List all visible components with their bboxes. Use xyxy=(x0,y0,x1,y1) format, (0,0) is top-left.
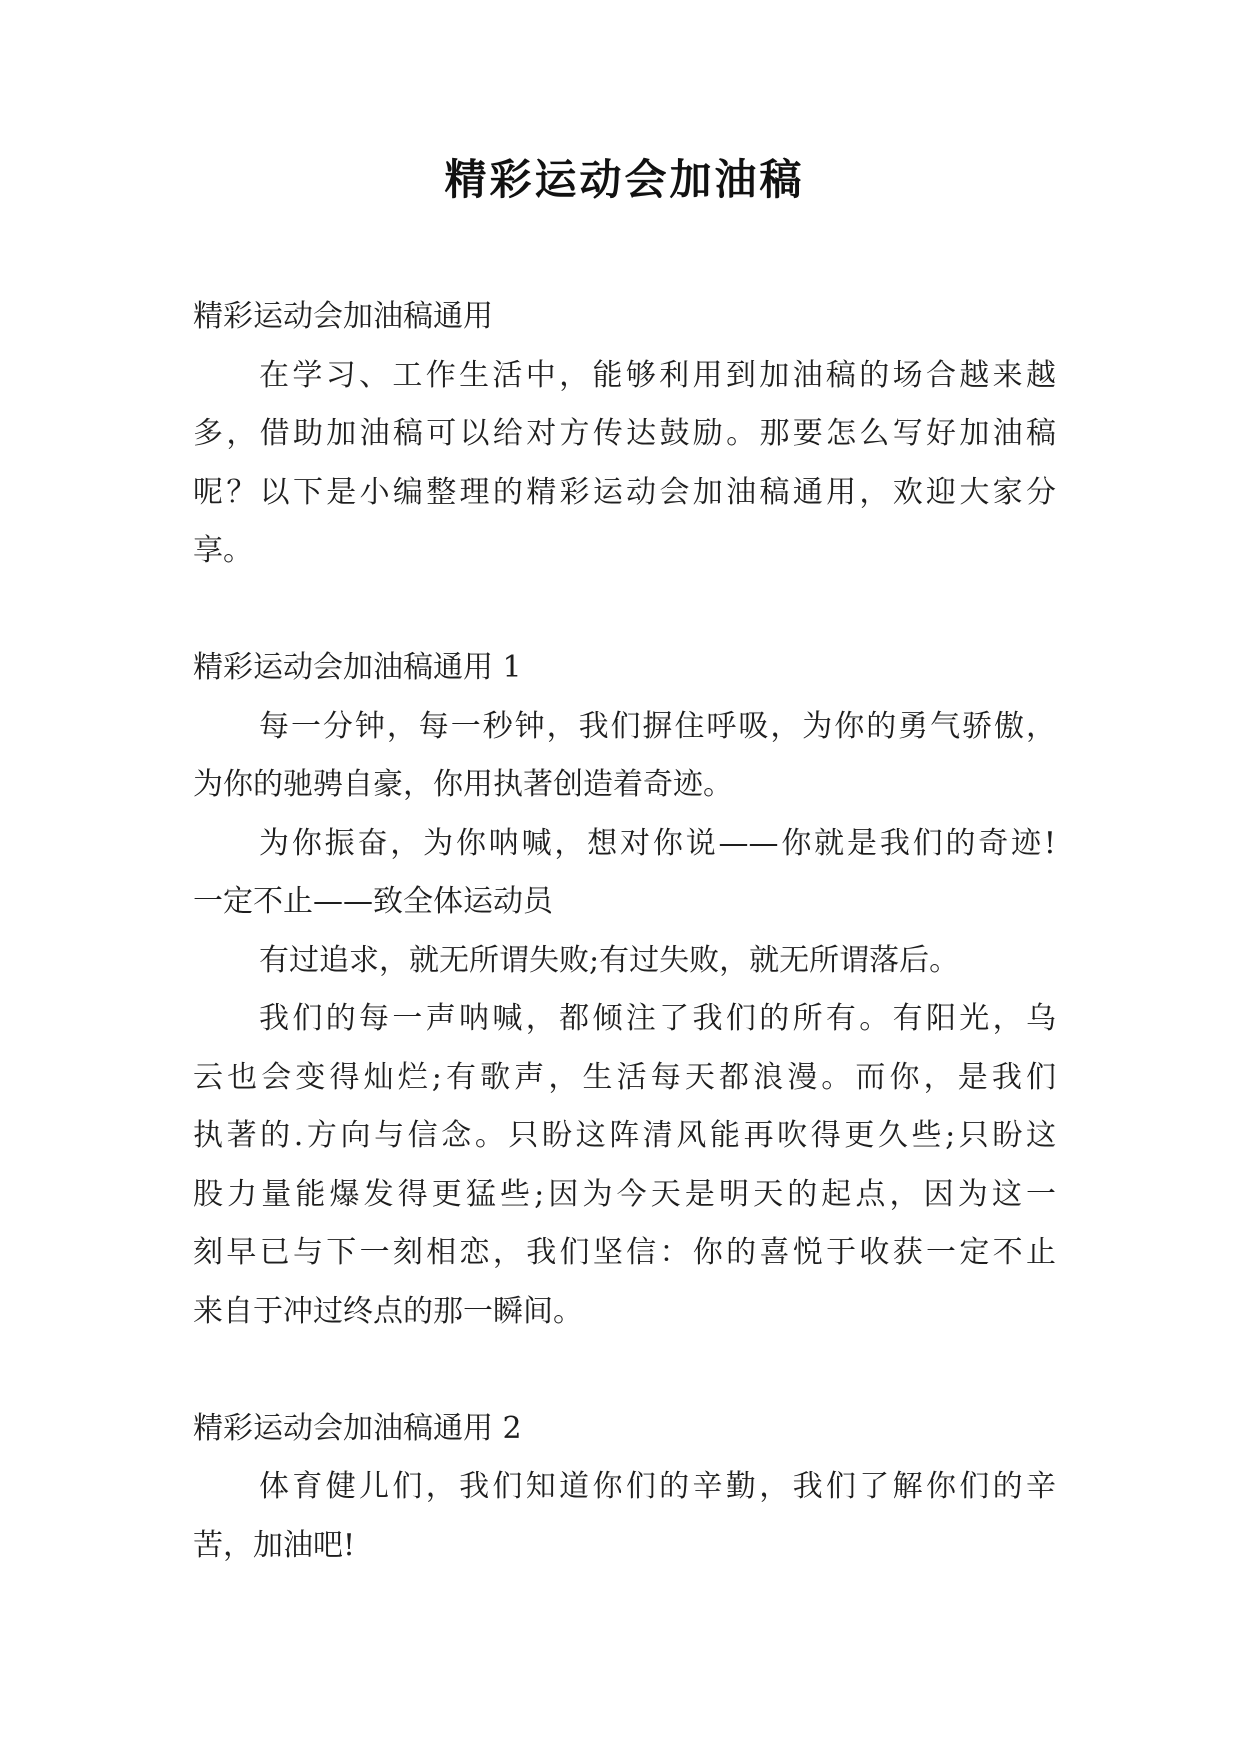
paragraph xyxy=(193,932,1056,991)
text-line: 在学习、工作生活中，能够利用到加油稿的场合越来越 xyxy=(259,357,1056,393)
text-line: 苦，加油吧! xyxy=(193,1527,356,1563)
text-line: 为你振奋，为你呐喊，想对你说——你就是我们的奇迹! xyxy=(259,825,1056,861)
paragraph xyxy=(193,990,1056,1341)
paragraph xyxy=(193,815,1056,932)
section xyxy=(193,1400,1056,1576)
text-line: 刻早已与下一刻相恋，我们坚信：你的喜悦于收获一定不止 xyxy=(193,1235,1056,1270)
text-line: 体育健儿们，我们知道你们的辛勤，我们了解你们的辛 xyxy=(259,1469,1056,1504)
text-line: 一定不止——致全体运动员 xyxy=(193,884,553,919)
text-line: 股力量能爆发得更猛些;因为今天是明天的起点，因为这一 xyxy=(193,1176,1056,1212)
section-heading: 精彩运动会加油稿通用 1 xyxy=(193,650,522,685)
paragraph xyxy=(193,347,1056,581)
text-line: 来自于冲过终点的那一瞬间。 xyxy=(193,1293,583,1329)
text-line: 云也会变得灿烂;有歌声，生活每天都浪漫。而你，是我们 xyxy=(193,1059,1056,1095)
section-heading: 精彩运动会加油稿通用 xyxy=(193,299,493,334)
text-line: 执著的.方向与信念。只盼这阵清风能再吹得更久些;只盼这 xyxy=(193,1118,1056,1153)
text-line: 呢？以下是小编整理的精彩运动会加油稿通用，欢迎大家分 xyxy=(193,474,1056,510)
text-line: 为你的驰骋自豪，你用执著创造着奇迹。 xyxy=(193,767,733,802)
document-title: 精彩运动会加油稿 xyxy=(444,155,805,204)
text-line: 享。 xyxy=(193,533,253,568)
text-line: 每一分钟，每一秒钟，我们摒住呼吸，为你的勇气骄傲， xyxy=(259,708,1056,744)
paragraph xyxy=(193,698,1056,815)
text-line: 有过追求，就无所谓失败;有过失败，就无所谓落后。 xyxy=(259,942,960,978)
section xyxy=(193,639,1056,1341)
section-heading: 精彩运动会加油稿通用 2 xyxy=(193,1410,522,1446)
text-line: 多，借助加油稿可以给对方传达鼓励。那要怎么写好加油稿 xyxy=(193,416,1056,451)
section xyxy=(193,288,1056,581)
paragraph xyxy=(193,1458,1056,1575)
document-body xyxy=(193,288,1056,1575)
text-line: 我们的每一声呐喊，都倾注了我们的所有。有阳光，乌 xyxy=(259,1001,1056,1036)
